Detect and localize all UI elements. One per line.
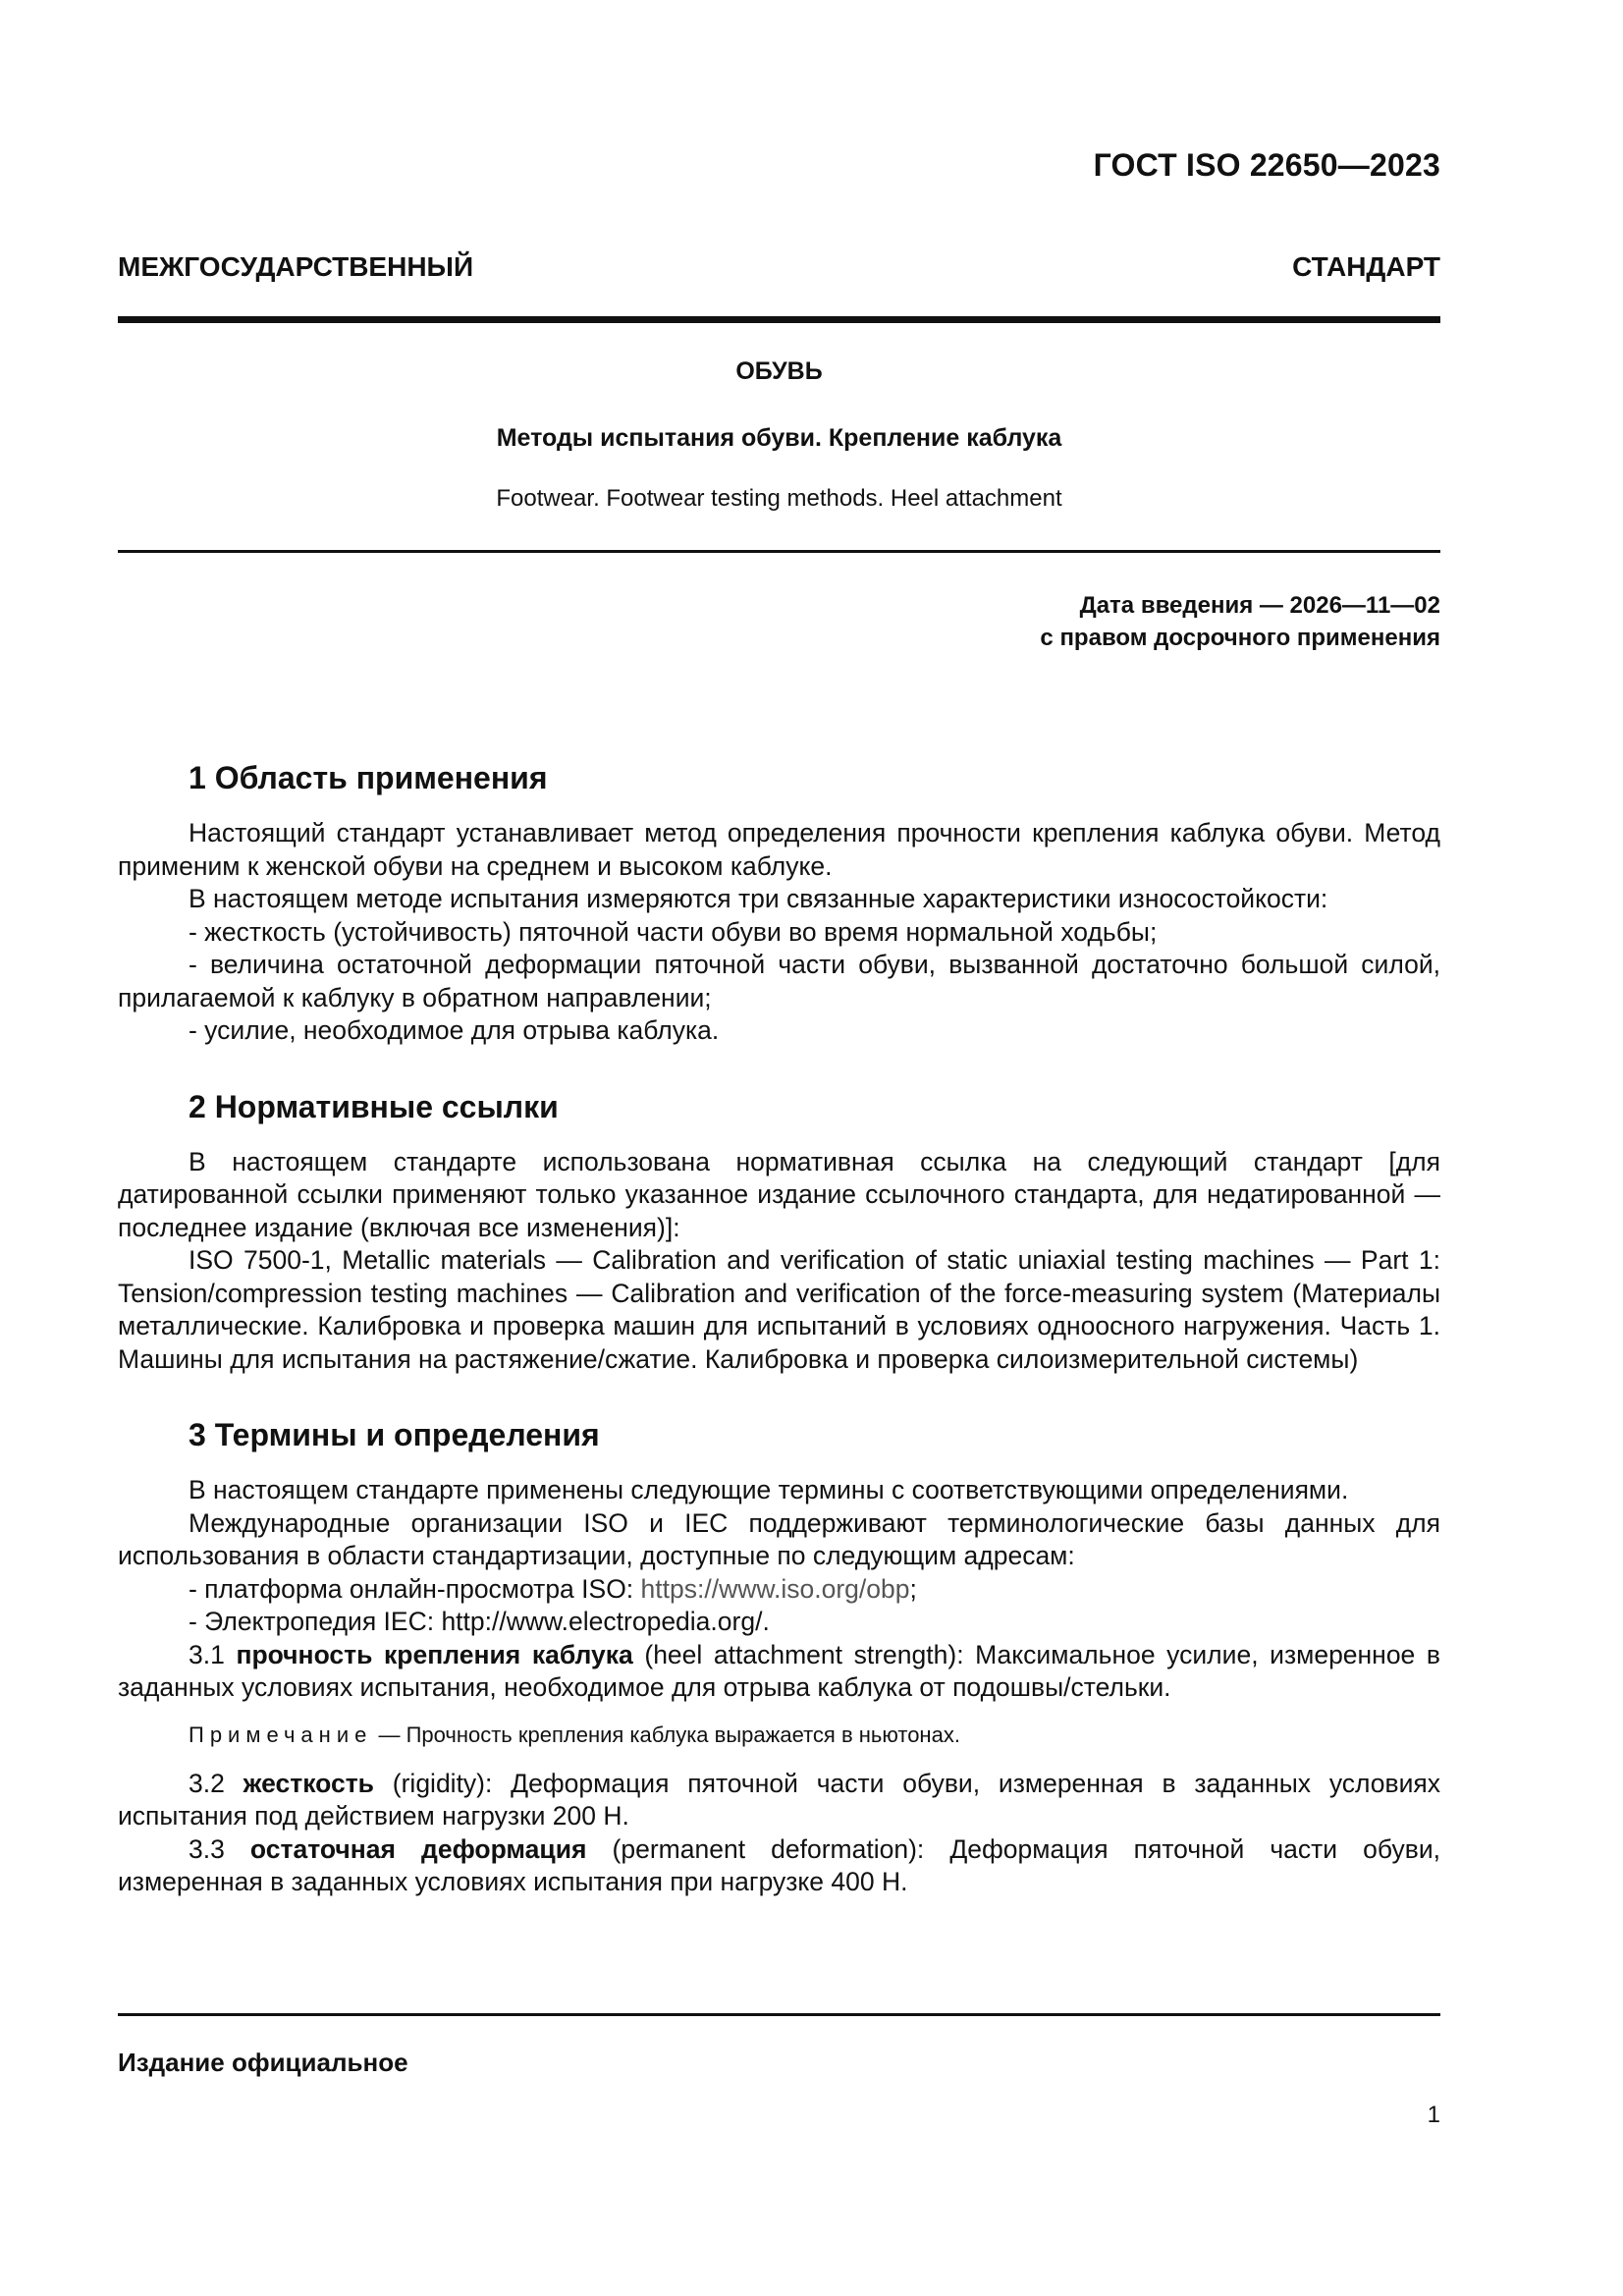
document-title: ОБУВЬ (735, 357, 823, 385)
document-subtitle: Методы испытания обуви. Крепление каблука (496, 424, 1062, 452)
list-item: - величина остаточной деформации пяточной части обуви, вызванной достаточно большой силой, прилагаемой к каблуку в обратном направлении; (118, 950, 1440, 1012)
introduction-date: Дата введения — 2026—11—02 (1079, 592, 1440, 619)
standard-banner: МЕЖГОСУДАРСТВЕННЫЙ СТАНДАРТ (118, 251, 1440, 282)
document-title-english: Footwear. Footwear testing methods. Heel attachment (496, 485, 1062, 512)
section-3-paragraph: Международные организации ISO и IEC поддерживают терминологические базы данных для использования в области стандартизации, доступные по следующим адресам: (118, 1507, 1440, 1570)
section-3-heading: 3 Термины и определения (189, 1417, 600, 1452)
list-item: - жесткость (устойчивость) пяточной части обуви во время нормальной ходьбы; (189, 916, 1158, 947)
section-2-paragraph: В настоящем стандарте использована нормативная ссылка на следующий стандарт [для датированной ссылки применяют только указанное издание ссылочного стандарта, для недатированной — последнее издание (включая все изменения)]: (118, 1146, 1440, 1242)
term-3-2: 3.2 жесткость (rigidity): Деформация пяточной части обуви, измеренная в заданных условиях испытания под действием нагрузки 200 Н. (118, 1768, 1441, 1831)
document-body (118, 756, 1440, 1899)
header-rule (118, 316, 1440, 323)
list-item: - платформа онлайн-просмотра ISO: https://www.iso.org/obp; (189, 1573, 917, 1604)
section-1-paragraph: Настоящий стандарт устанавливает метод определения прочности крепления каблука обуви. Метод применим к женской обуви на среднем и высоком каблуке. (118, 818, 1440, 881)
section-3-paragraph: В настоящем стандарте применены следующие термины с соответствующими определениями. (189, 1475, 1349, 1504)
footer-rule (118, 2013, 1440, 2016)
section-1-paragraph: В настоящем методе испытания измеряются три связанные характеристики износостойкости: (189, 884, 1328, 913)
term-name: остаточная деформация (249, 1833, 587, 1864)
official-edition-label: Издание официальное (118, 2048, 408, 2077)
term-name: жесткость (243, 1768, 374, 1798)
list-item: - Электропедия IEC: http://www.electropedia.org/. (189, 1607, 770, 1636)
title-rule (118, 550, 1440, 553)
section-2-heading: 2 Нормативные ссылки (189, 1088, 559, 1124)
introduction-date-block (1040, 589, 1440, 654)
early-application-note: с правом досрочного применения (1040, 625, 1440, 651)
iso-obp-link[interactable]: https://www.iso.org/obp (640, 1573, 910, 1604)
page-number: 1 (1427, 2102, 1440, 2128)
document-code: ГОСТ ISO 22650—2023 (1093, 147, 1440, 183)
note-label: Примечание (189, 1722, 373, 1747)
term-name: прочность крепления каблука (236, 1639, 633, 1669)
term-3-1: 3.1 прочность крепления каблука (heel attachment strength): Максимальное усилие, измеренное в заданных условиях испытания, необходимое для отрыва каблука от подошвы/стельки. (118, 1639, 1440, 1702)
term-3-3: 3.3 остаточная деформация (permanent deformation): Деформация пяточной части обуви, измеренная в заданных условиях испытания при нагрузке 400 Н. (118, 1833, 1440, 1896)
normative-reference: ISO 7500-1, Metallic materials — Calibration and verification of static uniaxial testing machines — Part 1: Tension/compression testing machines — Calibration and verification of the force-measuring system (Материалы металлические. Калибровка и проверка машин для испытаний в условиях одноосного нагружения. Часть 1. Машины для испытания на растяжение/сжатие. Калибровка и проверка силоизмерительной системы) (118, 1245, 1440, 1374)
note: Примечание — Прочность крепления каблука выражается в ньютонах. (189, 1722, 960, 1747)
section-1-heading: 1 Область применения (189, 760, 548, 795)
list-item: - усилие, необходимое для отрыва каблука. (189, 1015, 720, 1045)
